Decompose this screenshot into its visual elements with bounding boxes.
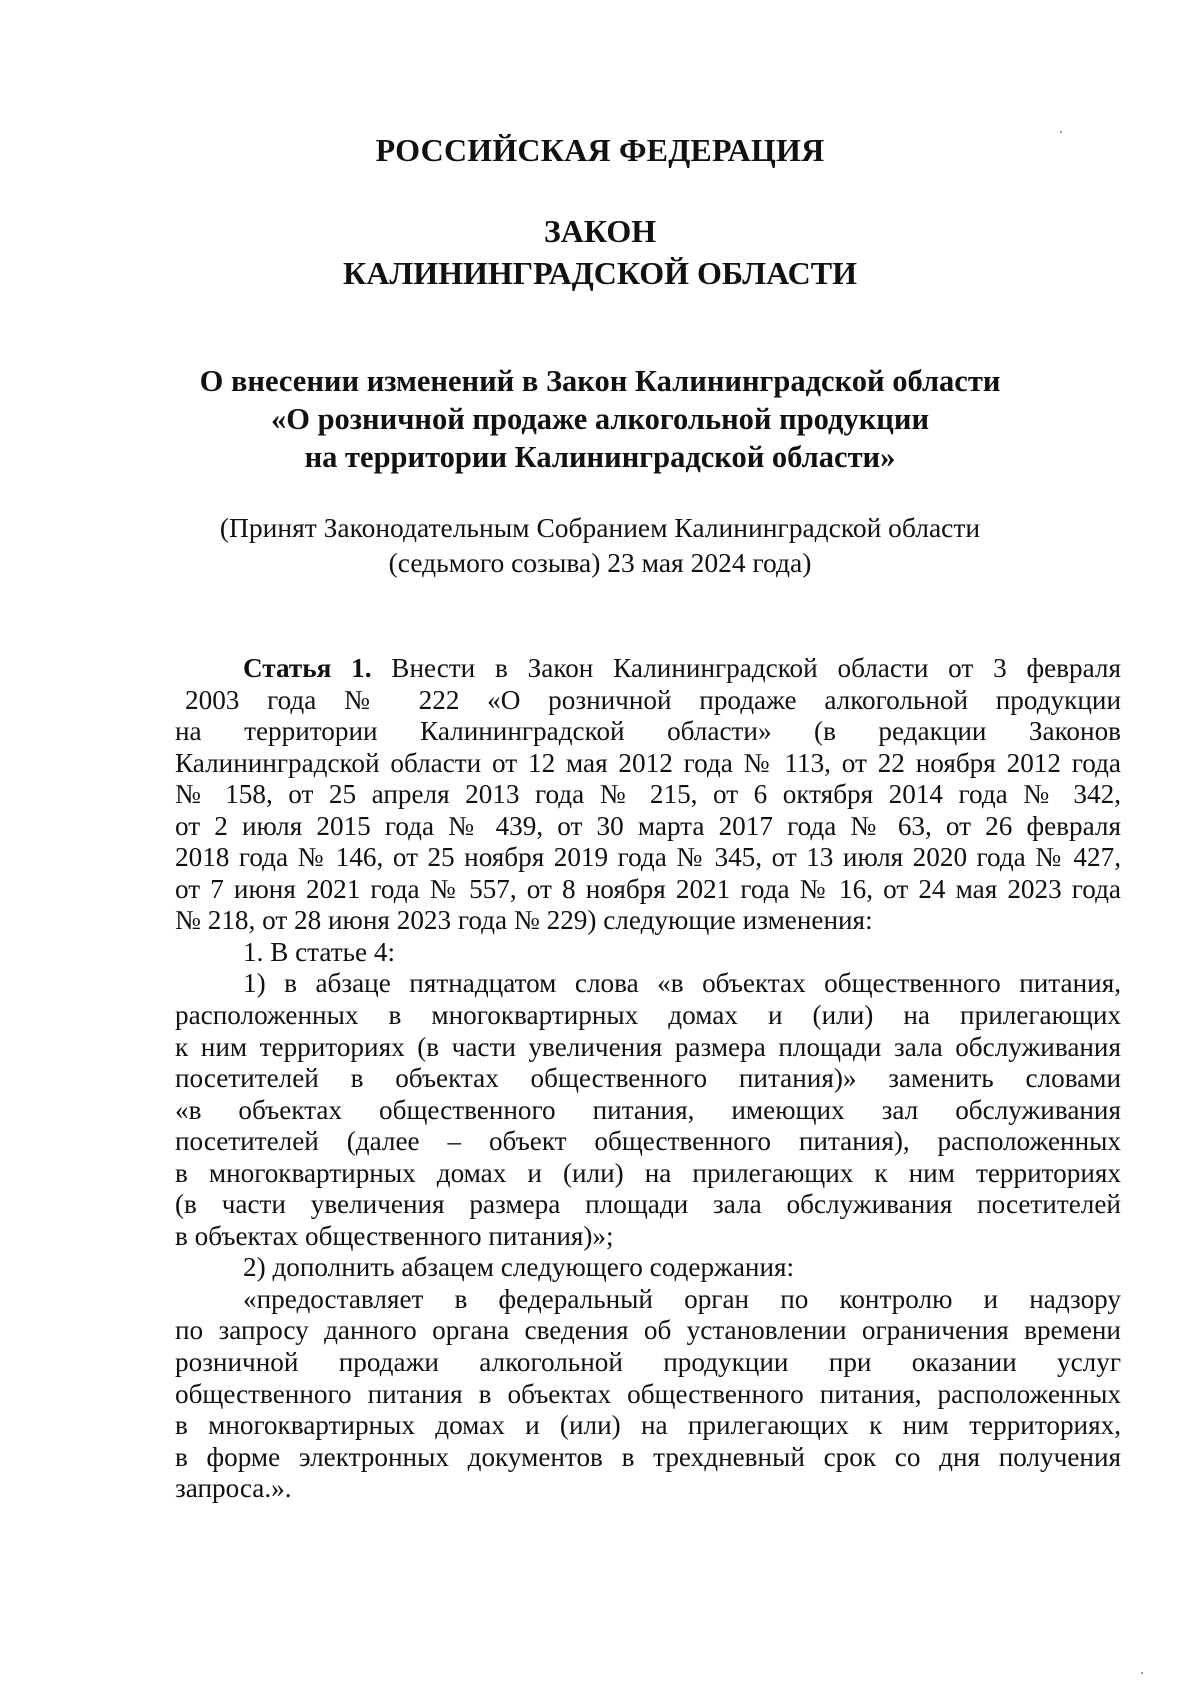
article-line: от 2 июля 2015 года № 439, от 30 марта 2017 года № 63, от 26 февраля bbox=[175, 810, 1121, 841]
article-line: № 218, от 28 июня 2023 года № 229) следующие изменения: bbox=[175, 905, 873, 936]
article-line: запроса.». bbox=[175, 1473, 292, 1504]
adoption-note-line-1: (Принят Законодательным Собранием Калининградской области bbox=[219, 512, 981, 543]
article-line: в форме электронных документов в трехдневный срок со дня получения bbox=[175, 1441, 1121, 1472]
article-line-text: Внести в Закон Калининградской области от 3 февраля bbox=[371, 653, 1121, 683]
article-label: Статья 1. bbox=[243, 653, 372, 683]
article-line bbox=[175, 653, 1121, 685]
article-1-text bbox=[175, 653, 1121, 1505]
article-line: на территории Калининградской области» (в редакции Законов bbox=[175, 716, 1121, 747]
scan-speck bbox=[1141, 1672, 1143, 1674]
law-title bbox=[0, 362, 1200, 476]
article-line: посетителей в объектах общественного питания)» заменить словами bbox=[175, 1063, 1121, 1094]
law-heading-line-2: КАЛИНИНГРАДСКОЙ ОБЛАСТИ bbox=[343, 255, 857, 291]
article-line: (в части увеличения размера площади зала обслуживания посетителей bbox=[175, 1189, 1121, 1220]
article-line: розничной продажи алкогольной продукции при оказании услуг bbox=[175, 1347, 1121, 1378]
country-heading: РОССИЙСКАЯ ФЕДЕРАЦИЯ bbox=[375, 132, 825, 168]
adoption-note-line-2: (седьмого созыва) 23 мая 2024 года) bbox=[388, 547, 812, 578]
article-line: 2018 года № 146, от 25 ноября 2019 года № 345, от 13 июля 2020 года № 427, bbox=[175, 842, 1121, 873]
article-line: общественного питания в объектах общественного питания, расположенных bbox=[175, 1378, 1121, 1409]
article-line: в многоквартирных домах и (или) на прилегающих к ним территориях bbox=[175, 1157, 1121, 1188]
law-title-line-2: «О розничной продаже алкогольной продукции bbox=[270, 402, 930, 436]
article-line: по запросу данного органа сведения об установлении ограничения времени bbox=[175, 1315, 1121, 1346]
article-line: 1) в абзаце пятнадцатом слова «в объектах общественного питания, bbox=[243, 968, 1121, 999]
law-title-line-1: О внесении изменений в Закон Калининградской области bbox=[199, 364, 1001, 398]
adoption-note bbox=[0, 510, 1200, 580]
article-line: «в объектах общественного питания, имеющих зал обслуживания bbox=[175, 1094, 1121, 1125]
article-line: № 158, от 25 апреля 2013 года № 215, от 6 октября 2014 года № 342, bbox=[175, 779, 1121, 810]
article-line: посетителей (далее – объект общественного питания), расположенных bbox=[175, 1126, 1121, 1157]
article-line: в многоквартирных домах и (или) на прилегающих к ним территориях, bbox=[175, 1410, 1121, 1441]
article-line: Калининградской области от 12 мая 2012 года № 113, от 22 ноября 2012 года bbox=[175, 747, 1121, 778]
article-line: расположенных в многоквартирных домах и (или) на прилегающих bbox=[175, 1000, 1121, 1031]
article-line: в объектах общественного питания)»; bbox=[175, 1220, 614, 1251]
law-heading-line-1: ЗАКОН bbox=[543, 213, 657, 249]
article-line: «предоставляет в федеральный орган по контролю и надзору bbox=[243, 1283, 1121, 1314]
scan-speck bbox=[1060, 131, 1062, 133]
article-line: 2) дополнить абзацем следующего содержания: bbox=[243, 1252, 795, 1283]
law-heading bbox=[0, 210, 1200, 294]
article-line: от 7 июня 2021 года № 557, от 8 ноября 2021 года № 16, от 24 мая 2023 года bbox=[175, 873, 1121, 904]
article-line: 1. В статье 4: bbox=[243, 936, 396, 967]
article-line: к ним территориях (в части увеличения размера площади зала обслуживания bbox=[175, 1031, 1121, 1062]
law-title-line-3: на территории Калининградской области» bbox=[304, 440, 896, 474]
article-line: 2003 года № 222 «О розничной продаже алкогольной продукции bbox=[185, 684, 1121, 715]
